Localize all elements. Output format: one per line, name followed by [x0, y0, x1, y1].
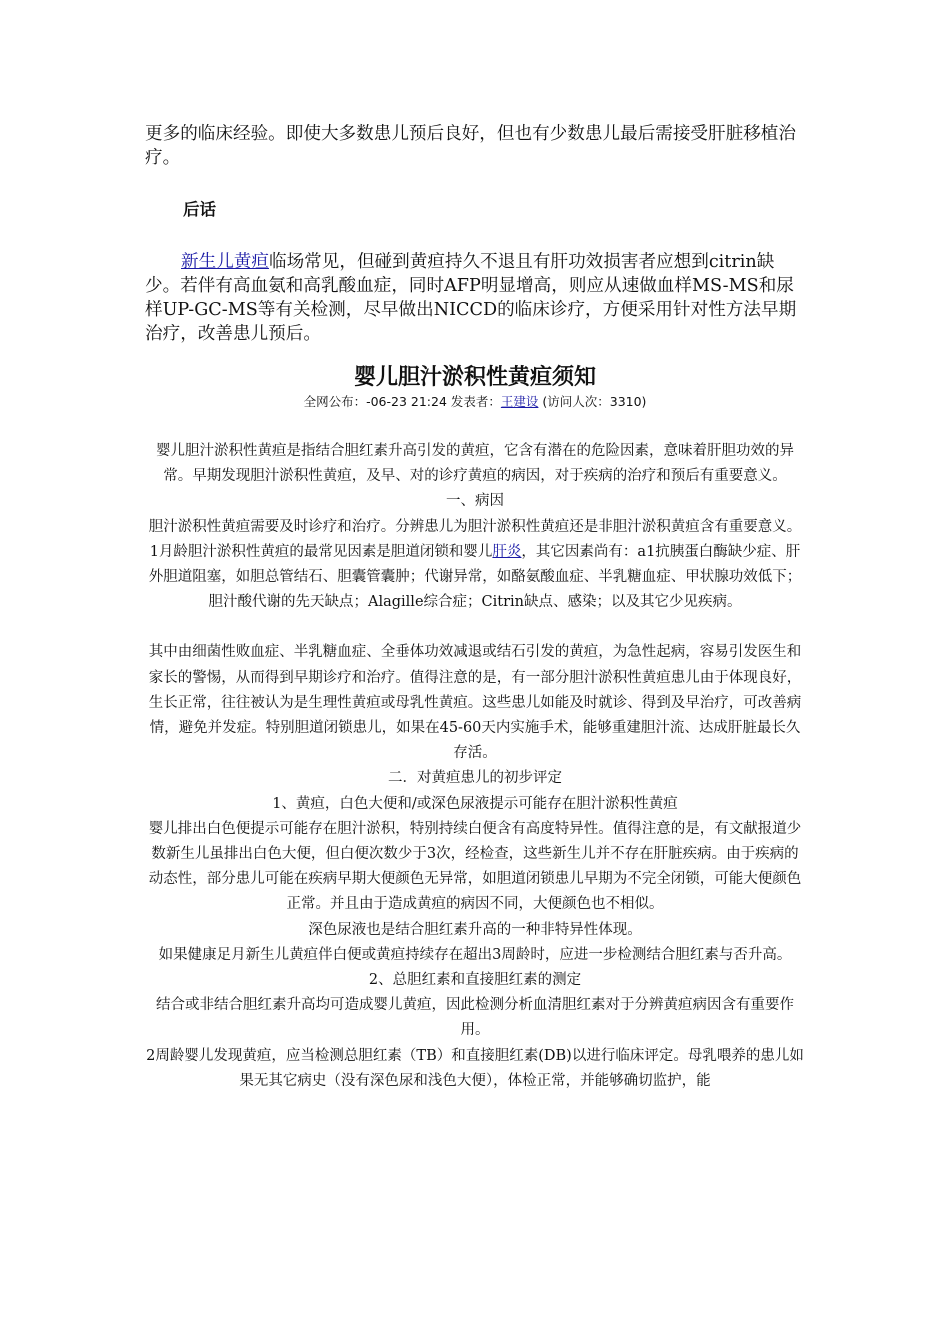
subheading-bilirubin-test: 2、总胆红素和直接胆红素的测定 — [368, 972, 582, 989]
paragraph-dark-urine: 深色尿液也是结合胆红素升高的一种非特异性体现。 — [308, 921, 642, 938]
paragraph-causes-2-pre: 1月龄胆汁淤积性黄疸的最常见因素是胆道闭锁和婴儿 — [149, 543, 493, 560]
paragraph-white-stool: 婴儿排出白色便提示可能存在胆汁淤积，特别持续白便含有高度特异性。值得注意的是，有文献报道少数新生儿虽排出白色大便，但白便次数少于3次，经检查，这些新生儿并不存在肝脏疾病。由于疾病的动态性，部分患儿可能在疾病早期大便颜色无异常，如胆道闭锁患儿早期为不完全闭锁，可能大便颜色正常。并且由于造成黄疸的病因不同，大便颜色也不相似。 — [148, 820, 802, 913]
paragraph-causes-1: 胆汁淤积性黄疸需要及时诊疗和治疗。分辨患儿为胆汁淤积性黄疸还是非胆汁淤积黄疸含有重要意义。 — [148, 518, 802, 535]
paragraph-causes-2 — [145, 540, 805, 616]
paragraph-conclusion: 更多的临床经验。即使大多数患儿预后良好，但也有少数患儿最后需接受肝脏移植治疗。 — [145, 124, 796, 168]
meta-published: 全网公布：-06-23 21:24 发表者： — [303, 394, 501, 409]
meta-visits: (访问人次：3310) — [538, 394, 647, 409]
blank-line — [145, 615, 805, 640]
paragraph-afterword — [145, 250, 805, 346]
article-meta — [145, 393, 805, 411]
section-heading-causes: 一、病因 — [446, 493, 504, 510]
paragraph-causes-2-post: ，其它因素尚有：a1抗胰蛋白酶缺少症、肝外胆道阻塞，如胆总管结石、胆囊管囊肿；代谢异常，如酪氨酸血症、半乳糖血症、甲状腺功效低下；胆汁酸代谢的先天缺点；Alagille综合症；Citrin缺点、感染；以及其它少见疾病。 — [148, 543, 802, 611]
link-hepatitis[interactable]: 肝炎 — [492, 543, 522, 560]
article — [145, 363, 805, 1094]
link-neonatal-jaundice[interactable]: 新生儿黄疸 — [181, 252, 269, 272]
paragraph-bilirubin-2: 2周龄婴儿发现黄疸，应当检测总胆红素（TB）和直接胆红素(DB)以进行临床评定。母乳喂养的患儿如果无其它病史（没有深色尿和浅色大便），体检正常，并能够确切监护，能 — [146, 1047, 804, 1089]
author-link[interactable]: 王建设 — [500, 394, 539, 409]
paragraph-three-weeks: 如果健康足月新生儿黄疸伴白便或黄疸持续存在超出3周龄时，应进一步检测结合胆红素与否升高。 — [158, 946, 792, 963]
paragraph-causes-3: 其中由细菌性败血症、半乳糖血症、全垂体功效减退或结石引发的黄疸，为急性起病，容易引发医生和家长的警惕，从而得到早期诊疗和治疗。值得注意的是，有一部分胆汁淤积性黄疸患儿由于体现良好，生长正常，往往被认为是生理性黄疸或母乳性黄疸。这些患儿如能及时就诊、得到及早治疗，可改善病情，避免并发症。特别胆道闭锁患儿，如果在45-60天内实施手术，能够重建胆汁流、达成肝脏最长久存活。 — [148, 644, 802, 762]
paragraph-intro: 婴儿胆汁淤积性黄疸是指结合胆红素升高引发的黄疸，它含有潜在的危险因素，意味着肝胆功效的异常。早期发现胆汁淤积性黄疸，及早、对的诊疗黄疸的病因，对于疾病的治疗和预后有重要意义。 — [156, 443, 794, 485]
paragraph-afterword-text: 临场常见，但碰到黄疸持久不退且有肝功效损害者应想到citrin缺少。若伴有高血氨和高乳酸血症，同时AFP明显增高，则应从速做血样MS-MS和尿样UP-GC-MS等有关检测，尽早做出NICCD的临床诊疗，方便采用针对性方法早期治疗，改善患儿预后。 — [145, 252, 797, 344]
article-body — [145, 439, 805, 1094]
section-heading-afterword: 后话 — [183, 200, 216, 219]
section-heading-evaluation: 二．对黄疸患儿的初步评定 — [388, 770, 562, 787]
previous-article-ending — [145, 122, 805, 346]
subheading-stool-urine: 1、黄疸，白色大便和/或深色尿液提示可能存在胆汁淤积性黄疸 — [272, 795, 678, 812]
paragraph-bilirubin-1: 结合或非结合胆红素升高均可造成婴儿黄疸，因此检测分析血清胆红素对于分辨黄疸病因含有重要作用。 — [156, 997, 794, 1039]
article-title: 婴儿胆汁淤积性黄疸须知 — [353, 365, 596, 390]
